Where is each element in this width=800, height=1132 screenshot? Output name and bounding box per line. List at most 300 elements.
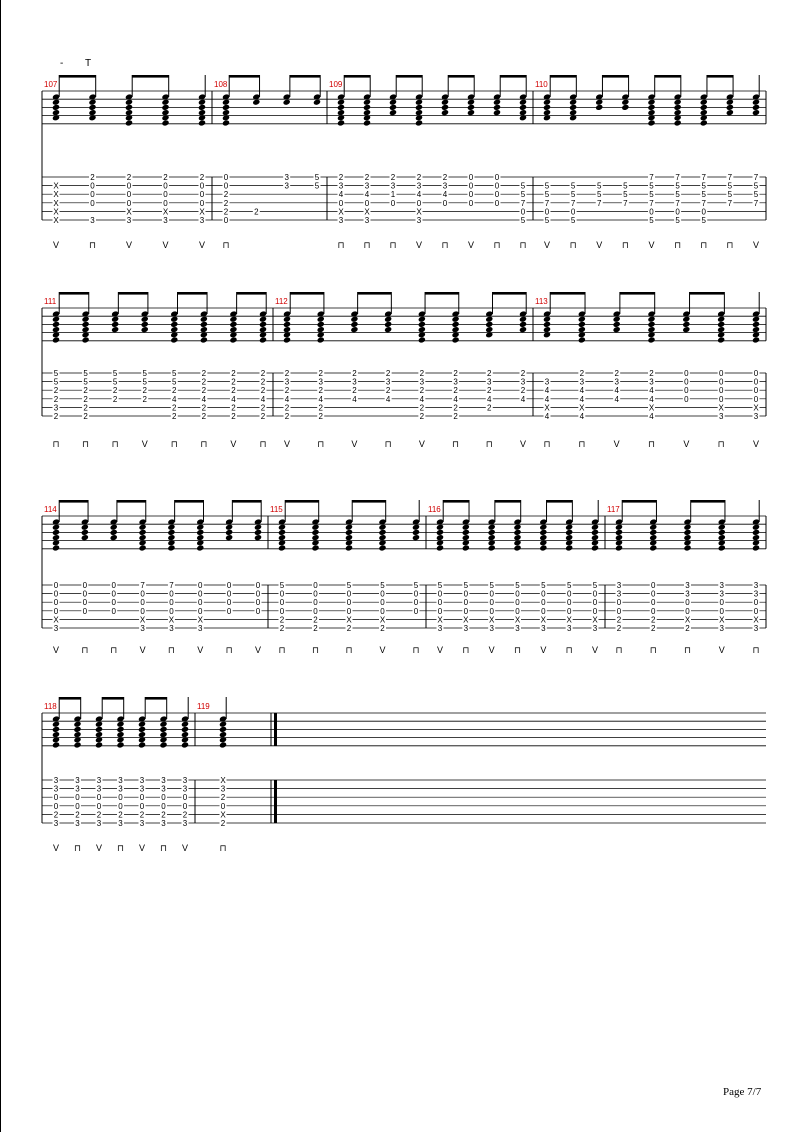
- fret-number: 2: [231, 412, 236, 421]
- note-head: [259, 316, 267, 323]
- chord: [726, 75, 734, 250]
- note-head: [52, 534, 60, 541]
- chord: [613, 292, 621, 449]
- chord: [682, 292, 690, 449]
- note-head: [161, 109, 169, 116]
- chord: [543, 292, 551, 449]
- fret-number: 3: [96, 776, 102, 785]
- note-head: [752, 524, 760, 531]
- fret-number: 2: [487, 403, 492, 413]
- fret-number: 5: [520, 190, 526, 200]
- note-head: [170, 326, 178, 333]
- fret-number: 2: [520, 386, 526, 396]
- beam: [691, 500, 725, 503]
- measure-number: 109: [329, 80, 343, 89]
- downstroke-mark: ⊓: [700, 240, 708, 250]
- chord: [350, 292, 358, 449]
- note-head: [591, 524, 599, 531]
- note-head: [513, 534, 521, 541]
- chord: [378, 500, 386, 655]
- note-head: [198, 109, 206, 116]
- upstroke-mark: V: [141, 439, 148, 449]
- fret-number: 0: [140, 589, 145, 599]
- fret-number: 4: [520, 394, 526, 404]
- note-head: [159, 731, 167, 738]
- fret-number: 2: [380, 624, 385, 633]
- note-head: [543, 326, 551, 333]
- chord: [111, 292, 119, 449]
- note-head: [565, 534, 573, 541]
- upstroke-mark: V: [197, 645, 204, 655]
- fret-number: 3: [161, 784, 166, 794]
- fret-number: 3: [96, 784, 102, 794]
- fret-number: 3: [161, 819, 166, 828]
- fret-number: 0: [651, 606, 656, 616]
- fret-number: 0: [753, 369, 759, 378]
- fret-number: 0: [199, 181, 205, 191]
- note-head: [283, 316, 291, 323]
- fret-number: 5: [544, 181, 550, 191]
- fret-number: X: [416, 207, 422, 217]
- note-head: [565, 544, 573, 551]
- fret-number: 2: [313, 615, 318, 625]
- upstroke-mark: V: [418, 439, 425, 449]
- fret-number: 3: [163, 216, 168, 225]
- note-head: [259, 326, 267, 333]
- upstroke-mark: V: [283, 439, 291, 449]
- note-head: [139, 529, 147, 536]
- note-head: [259, 321, 267, 328]
- upstroke-mark: V: [52, 645, 60, 655]
- note-head: [52, 721, 60, 728]
- fret-number: 2: [453, 412, 458, 421]
- fret-number: 0: [139, 793, 145, 803]
- fret-number: 0: [90, 181, 95, 191]
- note-head: [493, 99, 501, 106]
- note-head: [198, 119, 206, 126]
- downstroke-mark: ⊓: [311, 645, 320, 655]
- fret-number: 3: [753, 624, 759, 633]
- note-head: [254, 524, 262, 531]
- chord: [167, 500, 175, 655]
- note-head: [116, 721, 124, 728]
- chord: [752, 292, 760, 449]
- fret-number: 5: [649, 181, 654, 191]
- fret-number: 2: [53, 394, 59, 404]
- note-head: [752, 316, 760, 323]
- fret-number: 2: [231, 386, 236, 396]
- fret-number: 3: [75, 819, 80, 828]
- fret-number: 0: [592, 598, 598, 608]
- beam: [425, 292, 459, 295]
- note-head: [111, 321, 119, 328]
- fret-number: 0: [718, 394, 724, 404]
- note-head: [467, 104, 475, 111]
- note-head: [125, 119, 133, 126]
- fret-number: 3: [53, 819, 59, 828]
- fret-number: 3: [520, 377, 526, 387]
- fret-number: 0: [494, 190, 500, 200]
- note-head: [462, 524, 470, 531]
- fret-number: 0: [140, 598, 145, 608]
- fret-number: 7: [753, 173, 759, 182]
- fret-number: 4: [453, 394, 458, 404]
- fret-number: 5: [172, 369, 177, 378]
- fret-number: X: [753, 615, 759, 625]
- fret-number: 2: [318, 386, 323, 396]
- chord: [311, 500, 319, 655]
- upstroke-mark: V: [591, 645, 599, 655]
- note-head: [116, 731, 124, 738]
- fret-number: 0: [346, 598, 352, 608]
- downstroke-mark: ⊓: [752, 645, 760, 655]
- fret-number: 0: [719, 598, 724, 608]
- chord: [519, 292, 527, 449]
- note-head: [198, 99, 206, 106]
- fret-number: 0: [753, 394, 759, 404]
- downstroke-mark: ⊓: [222, 240, 230, 250]
- chord: [52, 697, 60, 853]
- fret-number: X: [514, 615, 521, 625]
- note-head: [181, 741, 189, 748]
- fret-number: 4: [649, 412, 654, 421]
- fret-number: 0: [718, 377, 724, 387]
- chord: [225, 500, 233, 655]
- note-head: [345, 534, 353, 541]
- beam: [448, 75, 474, 78]
- note-head: [161, 99, 169, 106]
- note-head: [278, 529, 286, 536]
- note-head: [519, 321, 527, 328]
- fret-number: X: [379, 615, 386, 625]
- fret-number: 0: [75, 801, 80, 811]
- measure-number: 118: [44, 702, 57, 711]
- upstroke-mark: V: [752, 240, 760, 250]
- note-head: [674, 119, 682, 126]
- note-head: [682, 321, 690, 328]
- fret-number: 0: [753, 377, 759, 387]
- fret-number: 0: [226, 581, 232, 590]
- note-head: [363, 109, 371, 116]
- fret-number: 3: [753, 589, 759, 599]
- fret-number: 7: [649, 173, 654, 182]
- note-head: [647, 316, 655, 323]
- fret-number: 2: [352, 369, 357, 378]
- note-head: [700, 119, 708, 126]
- chord: [81, 500, 89, 655]
- fret-number: 3: [463, 624, 469, 633]
- note-head: [452, 321, 460, 328]
- beam: [655, 75, 681, 78]
- fret-number: 0: [199, 198, 205, 208]
- fret-number: 3: [541, 624, 546, 633]
- fret-number: 0: [651, 589, 656, 599]
- fret-number: 2: [83, 386, 88, 396]
- note-head: [519, 109, 527, 116]
- note-head: [141, 321, 149, 328]
- fret-number: 0: [82, 581, 88, 590]
- fret-number: 4: [614, 386, 619, 396]
- fret-number: 7: [701, 173, 706, 182]
- fret-number: 3: [719, 624, 724, 633]
- note-head: [488, 534, 496, 541]
- fret-number: X: [566, 615, 572, 625]
- note-head: [52, 99, 60, 106]
- note-head: [418, 316, 426, 323]
- fret-number: 2: [201, 369, 207, 378]
- fret-number: 2: [201, 377, 207, 387]
- beam: [622, 500, 656, 503]
- note-head: [412, 524, 420, 531]
- fret-number: 5: [346, 581, 352, 590]
- fret-number: 5: [597, 190, 602, 200]
- fret-number: 4: [442, 190, 448, 200]
- fret-number: 3: [515, 624, 520, 633]
- note-head: [337, 104, 345, 111]
- fret-number: 7: [570, 198, 576, 208]
- fret-number: 0: [442, 198, 448, 208]
- fret-number: 5: [520, 216, 526, 225]
- measure-number: 107: [44, 80, 58, 89]
- note-head: [167, 544, 175, 551]
- chord: [674, 75, 682, 250]
- note-head: [81, 524, 89, 531]
- note-head: [543, 104, 551, 111]
- note-head: [718, 534, 726, 541]
- note-head: [278, 524, 286, 531]
- downstroke-mark: ⊓: [389, 240, 397, 250]
- fret-number: 3: [220, 784, 226, 794]
- fret-number: 5: [83, 377, 88, 387]
- note-head: [219, 721, 227, 728]
- note-head: [595, 104, 603, 111]
- fret-number: 4: [338, 190, 344, 200]
- note-head: [700, 104, 708, 111]
- upstroke-mark: V: [230, 439, 237, 449]
- note-head: [125, 99, 133, 106]
- note-head: [159, 741, 167, 748]
- fret-number: 5: [675, 216, 680, 225]
- fret-number: X: [346, 615, 352, 625]
- downstroke-mark: ⊓: [683, 645, 692, 655]
- note-head: [591, 529, 599, 536]
- fret-number: 2: [284, 386, 290, 396]
- fret-number: 2: [199, 173, 205, 182]
- fret-number: 0: [255, 589, 261, 599]
- fret-number: 0: [338, 198, 344, 208]
- fret-number: 2: [83, 412, 88, 421]
- note-head: [111, 326, 119, 333]
- measure-number: 112: [275, 297, 288, 306]
- note-head: [73, 726, 81, 733]
- fret-number: 5: [53, 377, 59, 387]
- fret-number: 0: [541, 589, 546, 599]
- fret-number: 5: [83, 369, 88, 378]
- note-head: [350, 316, 358, 323]
- note-head: [82, 321, 90, 328]
- fret-number: 0: [96, 793, 102, 803]
- fret-number: 4: [579, 412, 585, 421]
- note-head: [647, 109, 655, 116]
- note-head: [415, 119, 423, 126]
- fret-number: 3: [614, 377, 619, 387]
- fret-number: 3: [161, 776, 166, 785]
- note-head: [139, 534, 147, 541]
- fret-number: 0: [53, 606, 59, 616]
- chord: [539, 500, 547, 655]
- note-head: [752, 336, 760, 343]
- fret-number: 0: [651, 581, 656, 590]
- beam: [547, 500, 573, 503]
- fret-number: 3: [566, 624, 572, 633]
- fret-number: 3: [198, 624, 203, 633]
- fret-number: X: [463, 615, 469, 625]
- fret-number: 5: [753, 190, 759, 200]
- fret-number: 5: [489, 581, 494, 590]
- fret-number: 4: [352, 394, 357, 404]
- fret-number: 3: [718, 412, 724, 421]
- chord: [196, 500, 204, 655]
- fret-number: 2: [685, 624, 690, 633]
- note-head: [345, 544, 353, 551]
- fret-number: 7: [727, 173, 733, 182]
- fret-number: 0: [413, 589, 419, 599]
- note-head: [436, 529, 444, 536]
- note-head: [52, 104, 60, 111]
- fret-number: 0: [346, 589, 352, 599]
- fret-number: 0: [161, 793, 166, 803]
- fret-number: 0: [685, 606, 690, 616]
- note-head: [591, 544, 599, 551]
- note-head: [700, 109, 708, 116]
- fret-number: 1: [390, 190, 396, 200]
- note-head: [565, 524, 573, 531]
- note-head: [138, 726, 146, 733]
- note-head: [647, 321, 655, 328]
- downstroke-mark: ⊓: [565, 645, 573, 655]
- note-head: [141, 326, 149, 333]
- fret-number: 3: [96, 819, 102, 828]
- fret-number: 7: [675, 198, 680, 208]
- beam: [602, 75, 628, 78]
- beam: [117, 500, 146, 503]
- fret-number: 2: [142, 386, 147, 396]
- fret-number: 0: [468, 198, 474, 208]
- note-head: [222, 119, 230, 126]
- fret-number: 3: [126, 216, 132, 225]
- note-head: [752, 544, 760, 551]
- fret-number: 0: [53, 581, 59, 590]
- chord: [565, 500, 573, 655]
- fret-number: X: [220, 810, 226, 820]
- fret-number: 3: [437, 624, 443, 633]
- fret-number: 0: [544, 207, 550, 217]
- fret-number: 0: [489, 606, 494, 616]
- note-head: [752, 109, 760, 116]
- fret-number: 5: [437, 581, 443, 590]
- beam: [59, 697, 80, 700]
- fret-number: 5: [701, 216, 706, 225]
- fret-number: 3: [199, 216, 205, 225]
- note-head: [384, 316, 392, 323]
- note-head: [167, 529, 175, 536]
- fret-number: 0: [570, 207, 576, 217]
- beam: [396, 75, 422, 78]
- note-head: [116, 726, 124, 733]
- fret-number: 2: [616, 624, 622, 633]
- note-head: [543, 109, 551, 116]
- note-head: [683, 524, 691, 531]
- downstroke-mark: ⊓: [73, 843, 82, 853]
- chord: [649, 500, 657, 655]
- note-head: [350, 326, 358, 333]
- fret-number: 5: [701, 181, 706, 191]
- chord: [345, 500, 353, 655]
- fret-number: 0: [541, 606, 546, 616]
- beam: [290, 75, 320, 78]
- upstroke-mark: V: [52, 843, 60, 853]
- note-head: [615, 529, 623, 536]
- chord: [95, 697, 103, 853]
- downstroke-mark: ⊓: [519, 240, 527, 250]
- note-head: [674, 109, 682, 116]
- beam: [352, 500, 386, 503]
- note-head: [436, 544, 444, 551]
- note-head: [462, 529, 470, 536]
- fret-number: 7: [544, 198, 550, 208]
- note-head: [167, 534, 175, 541]
- note-head: [196, 544, 204, 551]
- fret-number: 0: [53, 589, 59, 599]
- note-head: [222, 99, 230, 106]
- upstroke-mark: V: [95, 843, 103, 853]
- fret-number: 2: [53, 810, 59, 820]
- note-head: [219, 726, 227, 733]
- note-head: [513, 529, 521, 536]
- beam: [492, 292, 526, 295]
- downstroke-mark: ⊓: [225, 645, 233, 655]
- fret-number: 2: [352, 386, 357, 396]
- fret-number: 0: [592, 606, 598, 616]
- note-head: [317, 321, 325, 328]
- beam: [59, 75, 95, 78]
- downstroke-mark: ⊓: [88, 240, 97, 250]
- fret-number: 0: [255, 598, 261, 608]
- note-head: [229, 336, 237, 343]
- fret-number: 5: [570, 216, 576, 225]
- note-head: [229, 321, 237, 328]
- chord: [467, 75, 475, 250]
- note-head: [752, 99, 760, 106]
- note-head: [493, 109, 501, 116]
- fret-number: 3: [385, 377, 391, 387]
- fret-number: 0: [118, 801, 123, 811]
- fret-number: 3: [118, 776, 123, 785]
- note-head: [717, 326, 725, 333]
- fret-number: 2: [318, 403, 323, 413]
- fret-number: 3: [139, 819, 145, 828]
- fret-number: X: [162, 207, 169, 217]
- note-head: [159, 726, 167, 733]
- note-head: [595, 99, 603, 106]
- fret-number: 4: [284, 394, 290, 404]
- fret-number: 2: [453, 403, 458, 413]
- beam: [175, 500, 204, 503]
- fret-number: 5: [701, 190, 706, 200]
- note-head: [317, 326, 325, 333]
- chord: [222, 75, 230, 250]
- fret-number: 0: [279, 589, 285, 599]
